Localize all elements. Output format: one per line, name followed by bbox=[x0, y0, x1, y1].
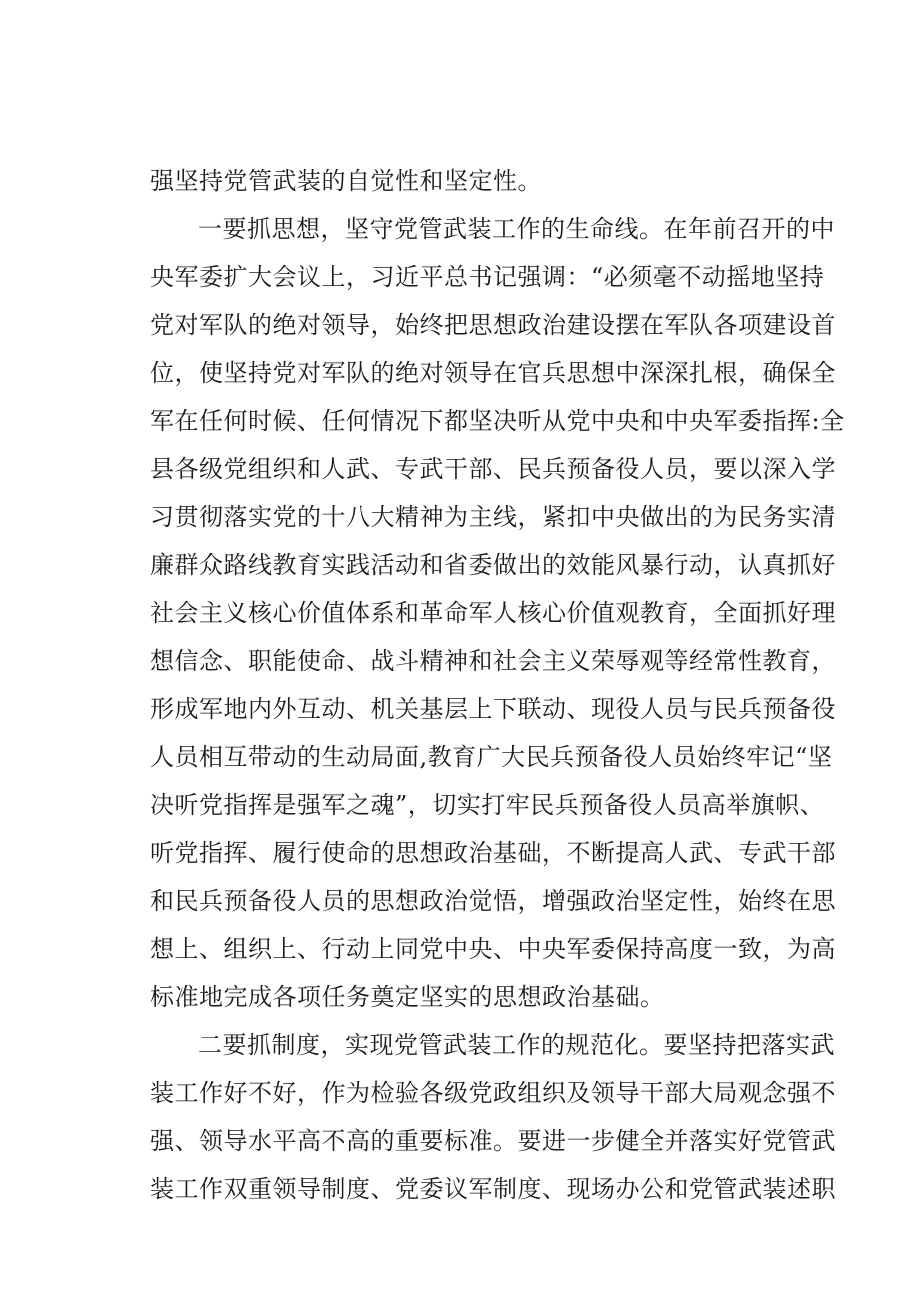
text-line: 装工作好不好，作为检验各级党政组织及领导干部大局观念强不 bbox=[150, 1079, 836, 1107]
text-line: 装工作双重领导制度、党委议军制度、现场办公和党管武装述职 bbox=[150, 1175, 836, 1203]
text-line: 决听党指挥是强军之魂”，切实打牢民兵预备役人员高举旗帜、 bbox=[150, 791, 825, 819]
text-line: 习贯彻落实党的十八大精神为主线，紧扣中央做出的为民务实清 bbox=[150, 503, 836, 531]
text-line: 强坚持党管武装的自觉性和坚定性。 bbox=[150, 167, 542, 195]
text-line: 廉群众路线教育实践活动和省委做出的效能风暴行动，认真抓好 bbox=[150, 551, 836, 579]
paragraph-first-line: 二要抓制度，实现党管武装工作的规范化。要坚持把落实武 bbox=[198, 1031, 835, 1059]
text-line: 和民兵预备役人员的思想政治觉悟，增强政治坚定性，始终在思 bbox=[150, 887, 836, 915]
text-line: 想上、组织上、行动上同党中央、中央军委保持高度一致，为高 bbox=[150, 935, 836, 963]
text-line: 社会主义核心价值体系和革命军人核心价值观教育，全面抓好理 bbox=[150, 599, 836, 627]
text-line: 央军委扩大会议上，习近平总书记强调：“必须毫不动摇地坚持 bbox=[150, 263, 825, 291]
text-line: 县各级党组织和人武、专武干部、民兵预备役人员，要以深入学 bbox=[150, 455, 836, 483]
text-line: 人员相互带动的生动局面,教育广大民兵预备役人员始终牢记“坚 bbox=[150, 743, 833, 771]
text-line: 标准地完成各项任务奠定坚实的思想政治基础。 bbox=[150, 983, 665, 1011]
text-line: 军在任何时候、任何情况下都坚决听从党中央和中央军委指挥:全 bbox=[150, 407, 845, 435]
text-line: 形成军地内外互动、机关基层上下联动、现役人员与民兵预备役 bbox=[150, 695, 836, 723]
text-line: 听党指挥、履行使命的思想政治基础，不断提高人武、专武干部 bbox=[150, 839, 836, 867]
text-line: 强、领导水平高不高的重要标准。要进一步健全并落实好党管武 bbox=[150, 1127, 836, 1155]
text-line: 党对军队的绝对领导，始终把思想政治建设摆在军队各项建设首 bbox=[150, 311, 836, 339]
paragraph-first-line: 一要抓思想，坚守党管武装工作的生命线。在年前召开的中 bbox=[198, 215, 835, 243]
text-line: 位，使坚持党对军队的绝对领导在官兵思想中深深扎根，确保全 bbox=[150, 359, 836, 387]
text-line: 想信念、职能使命、战斗精神和社会主义荣辱观等经常性教育， bbox=[150, 647, 836, 675]
